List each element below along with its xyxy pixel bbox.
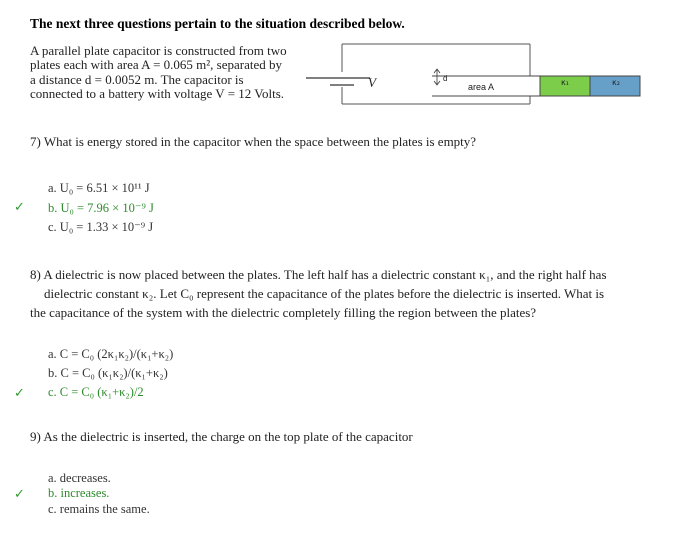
q9-option-b[interactable]: b. increases.: [48, 486, 110, 500]
section-header: The next three questions pertain to the situation described below.: [30, 16, 405, 31]
plate-area-label: area A: [468, 82, 495, 92]
capacitor-circuit-diagram: [300, 40, 660, 110]
question-7: 7) What is energy stored in the capacitor when the space between the plates is empty?: [30, 134, 477, 149]
question-9: 9) As the dielectric is inserted, the charge on the top plate of the capacitor: [30, 429, 413, 444]
setup-line-3: a distance d = 0.0052 m. The capacitor is: [30, 71, 244, 87]
battery-symbol: [306, 78, 370, 85]
q8-option-a[interactable]: a. C = C₀ (2κ₁κ₂)/(κ₁+κ₂): [48, 347, 174, 361]
circuit-wires: [342, 44, 530, 104]
check-icon: ✓: [14, 199, 25, 214]
q9-option-c[interactable]: c. remains the same.: [48, 502, 150, 516]
q8-option-c[interactable]: c. C = C₀ (κ₁+κ₂)/2: [48, 385, 144, 399]
question-8-line-3: the capacitance of the system with the dielectric completely filling the region between the plates?: [30, 305, 537, 320]
q9-option-a[interactable]: a. decreases.: [48, 471, 111, 485]
gap-arrow: [434, 69, 440, 85]
setup-line-1: A parallel plate capacitor is constructed from two: [30, 43, 287, 58]
check-icon: ✓: [14, 385, 25, 400]
k2-label: κ₂: [612, 78, 620, 87]
question-8-line-2: dielectric constant κ₂. Let C₀ represent the capacitance of the plates before the dielectric is inserted. What is: [44, 286, 605, 301]
gap-label: d: [443, 74, 448, 83]
k1-label: κ₁: [561, 78, 569, 87]
problem-setup: [30, 44, 287, 101]
question-8-line-1: 8) A dielectric is now placed between the plates. The left half has a dielectric constant κ₁, and the right half has: [30, 267, 607, 282]
q7-option-a[interactable]: a. U₀ = 6.51 × 10¹¹ J: [48, 181, 150, 195]
q8-option-b[interactable]: b. C = C₀ (κ₁κ₂)/(κ₁+κ₂): [48, 366, 168, 380]
setup-line-2: plates each with area A = 0.065 m², separated by: [30, 57, 283, 73]
check-icon: ✓: [14, 486, 25, 501]
q7-option-b[interactable]: b. U₀ = 7.96 × 10⁻⁹ J: [48, 201, 154, 215]
battery-label: V: [368, 75, 376, 90]
setup-line-4: connected to a battery with voltage V = 12 Volts.: [30, 85, 285, 101]
q7-option-c[interactable]: c. U₀ = 1.33 × 10⁻⁹ J: [48, 220, 154, 234]
